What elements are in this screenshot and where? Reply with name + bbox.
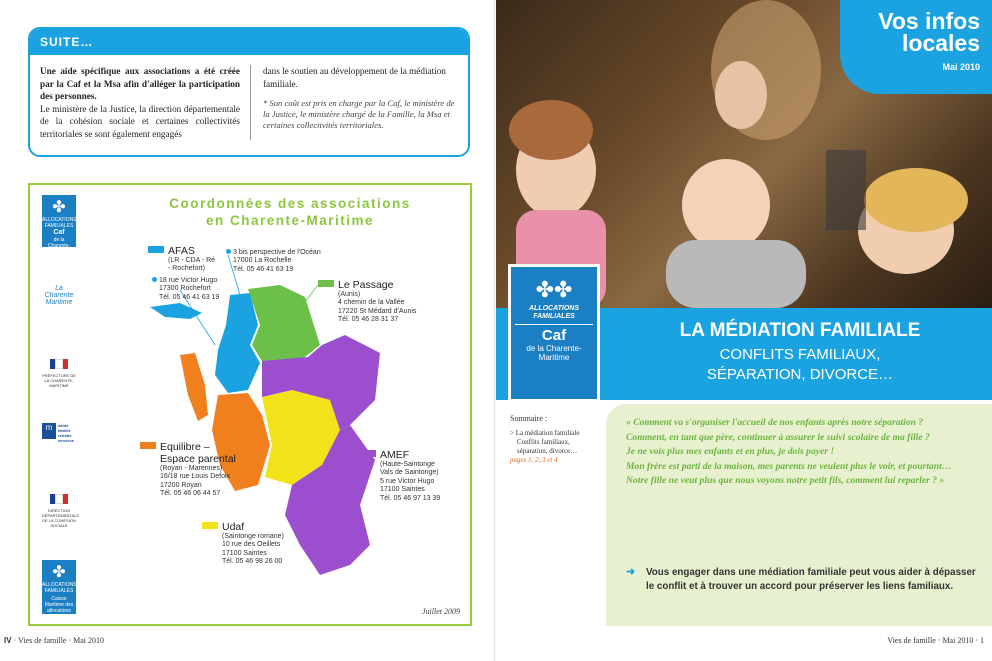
caf-logo: ✤ ALLOCATIONS FAMILIALES Caf de la Charente-Maritime [42, 195, 76, 247]
quotes [626, 416, 976, 489]
quote-4: Mon frère est parti de la maison, mes parents ne veulent plus le voir, et pourtant… [626, 460, 952, 472]
afas-detail: (LR - CDA - Ré - Rochefort) [168, 257, 216, 273]
suite-text-2: dans le soutien au développement de la médiation familiale. [262, 66, 446, 89]
vos-infos-line-2: locales [902, 30, 980, 56]
afas-address-2: 18 rue Victor Hugo 17300 Rochefort Tél. 05 46 41 63 19 [152, 277, 219, 302]
udaf-name: Udaf [222, 521, 245, 533]
map-date: Juillet 2009 [422, 607, 460, 616]
prefecture-logo: PRÉFECTURE DE LA CHARENTE-MARITIME [42, 355, 76, 388]
ddcs-logo: DIRECTION DÉPARTEMENTALE DE LA COHÉSION SOCIALE [42, 490, 76, 528]
footer-right: Vies de famille · Mai 2010 · 1 [887, 636, 984, 645]
partner-logos [28, 185, 88, 625]
msa-logo: m santé famille retraite services [42, 423, 76, 443]
msa-mark-icon: m [42, 423, 56, 439]
assoc-equilibre: Equilibre – Espace parental (Royan - Marennes) 16/18 rue Louis Defoix 17200 Royan Tél. 05 46 06 44 57 [140, 441, 236, 499]
family-icon-large: ✤✤ [535, 277, 573, 302]
map-title-line-2: en Charente-Maritime [205, 213, 375, 228]
map-title-line-1: Coordonnées des associations [169, 196, 411, 211]
sommaire: Sommaire : > La médiation familiale Conflits familiaux, séparation, divorce… pages 1, 2, 3 et 4 [510, 414, 610, 465]
french-flag-icon-2 [50, 494, 68, 504]
assoc-amef: AMEF (Haute-Saintonge Vals de Saintonge) 5 rue Victor Hugo 17100 Saintes Tél. 05 46 97 13 39 [360, 449, 440, 503]
vos-infos-date: Mai 2010 [942, 62, 980, 72]
passage-swatch [318, 280, 334, 287]
equilibre-swatch [140, 442, 156, 449]
family-photo [496, 0, 992, 308]
afas-address-1: 3 bis perspective de l'Océan 17000 La Rochelle Tél. 05 46 41 63 19 [226, 249, 321, 274]
afas-swatch [148, 246, 164, 253]
arrow-right-icon: ➜ [626, 566, 636, 578]
caf-maritime-logo: ✤ ALLOCATIONS FAMILIALES Caisse Maritime des allocations familiales [42, 560, 76, 614]
quote-1: « Comment va s'organiser l'accueil de nos enfants après notre séparation ? [626, 417, 924, 428]
suite-lead: Une aide spécifique aux associations a été créée par la Caf et la Msa afin d'alléger la participation des personnes. [40, 66, 240, 101]
quote-box [606, 404, 992, 626]
page-title: LA MÉDIATION FAMILIALE [679, 320, 921, 341]
amef-swatch [360, 450, 376, 457]
subtitle-line-2: SÉPARATION, DIVORCE… [706, 366, 894, 383]
map-region-ile-de-re [150, 303, 202, 319]
quote-3: Je ne vois plus mes enfants et en plus, je dois payer ! [626, 446, 835, 457]
amef-name: AMEF [380, 449, 410, 461]
map-region-ile-oleron [180, 353, 208, 421]
suite-heading: SUITE… [30, 29, 468, 55]
caf-charente-maritime-logo: ✤✤ ALLOCATIONS FAMILIALES Caf de la Charente- Maritime [508, 264, 600, 402]
quote-5: Notre fille ne veut plus que nous voyons notre petit fils, comment lui reparler ? » [626, 475, 945, 486]
sommaire-item: > La médiation familiale [510, 429, 580, 437]
map-box [28, 183, 472, 626]
afas-name: AFAS [168, 245, 195, 257]
right-page [496, 0, 992, 661]
vos-infos-line-1: Vos infos [878, 8, 980, 34]
footer-left-text: · Vies de famille · Mai 2010 [11, 636, 105, 645]
suite-column-2 [263, 65, 458, 140]
passage-name: Le Passage [338, 279, 394, 291]
family-icon-2: ✤ [52, 564, 66, 581]
page-number-left: IV [4, 636, 12, 645]
assoc-afas [148, 245, 218, 274]
vos-infos-badge [840, 0, 992, 94]
udaf-swatch [202, 522, 218, 529]
suite-footnote: * Son coût est pris en charge par la Caf, le ministère de la Justice, le ministère chargé de la Famille, la Msa et certaines collectivités territoriales. [262, 98, 455, 130]
cta-text: Vous engager dans une médiation familiale peut vous aider à dépasser le conflit et à trouver un accord pour préserver les liens familiaux. [646, 567, 976, 592]
sommaire-title: Sommaire : [510, 414, 548, 423]
french-flag-icon [50, 359, 68, 369]
suite-text-1: Le ministère de la Justice, la direction départementale de la cohésion sociale et certaines collectivités territoriales se sont également engagés [40, 103, 240, 139]
charente-maritime-logo: La Charente Maritime [44, 285, 74, 306]
sommaire-pages: pages 1, 2, 3 et 4 [510, 456, 558, 464]
footer-left [4, 636, 104, 645]
subtitle-line-1: CONFLITS FAMILIAUX, [719, 346, 881, 363]
quote-2: Comment, en tant que père, continuer à assurer le suivi scolaire de ma fille ? [626, 431, 930, 443]
suite-box [28, 27, 470, 157]
call-to-action [626, 566, 976, 593]
suite-column-1 [40, 65, 251, 140]
equilibre-name-1: Equilibre – [160, 441, 210, 453]
equilibre-name-2: Espace parental [160, 453, 236, 465]
page-subtitle [614, 345, 986, 385]
assoc-passage: Le Passage (Aunis) 4 chemin de la Vallée 17220 St Médard d'Aunis Tél. 05 46 28 31 37 [318, 279, 416, 325]
assoc-udaf: Udaf (Saintonge romane) 10 rue des Oeillets 17100 Saintes Tél. 05 46 98 26 00 [202, 521, 284, 567]
family-icon: ✤ [52, 199, 66, 216]
